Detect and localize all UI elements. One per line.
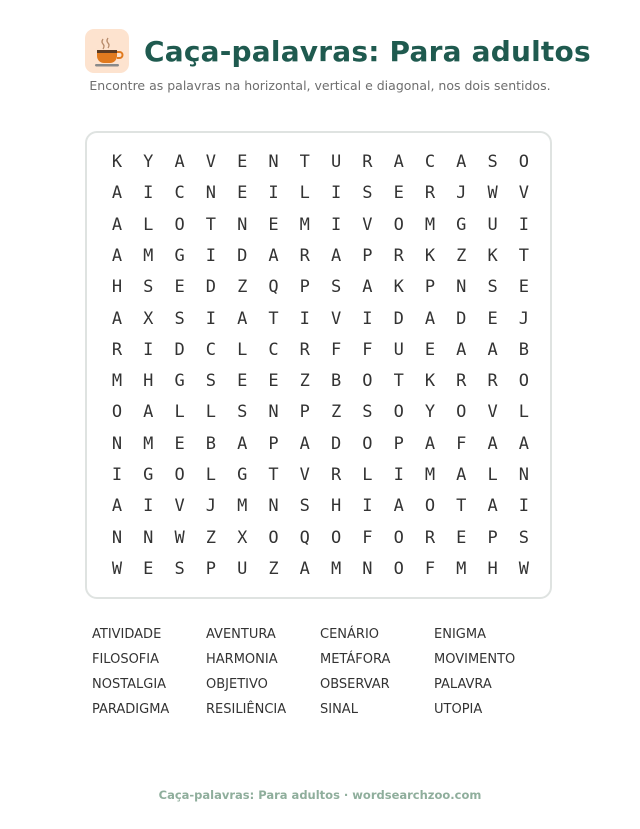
grid-cell: E <box>174 277 185 298</box>
grid-cell: A <box>111 245 123 266</box>
grid-cell: L <box>518 402 530 423</box>
grid-cell: O <box>456 402 467 423</box>
grid-cell: E <box>268 214 279 235</box>
grid-cell: I <box>518 214 530 235</box>
word-list-item: PALAVRA <box>434 677 492 692</box>
letter-grid <box>85 131 552 599</box>
grid-cell: R <box>456 371 467 392</box>
grid-cell: I <box>143 183 154 204</box>
grid-cell: A <box>268 245 279 266</box>
grid-cell: T <box>268 465 279 485</box>
grid-cell: A <box>174 152 185 172</box>
word-list-item: FILOSOFIA <box>92 652 160 667</box>
grid-cell: N <box>518 465 530 485</box>
grid-cell: M <box>456 558 467 579</box>
grid-cell: L <box>205 402 217 423</box>
grid-cell: R <box>487 371 498 392</box>
grid-cell: S <box>487 152 498 172</box>
grid-cell: Z <box>456 245 467 266</box>
grid-cell: O <box>393 527 404 548</box>
grid-cell: F <box>362 527 373 548</box>
grid-cell: D <box>456 308 467 329</box>
grid-cell: R <box>362 152 373 172</box>
grid-cell: O <box>393 558 404 579</box>
grid-cell: Z <box>205 527 217 548</box>
grid-cell: P <box>205 558 217 579</box>
grid-cell: O <box>518 152 530 172</box>
grid-cell: W <box>487 183 498 204</box>
word-list-item: METÁFORA <box>320 652 391 667</box>
page-header <box>0 29 640 75</box>
grid-cell: U <box>237 558 248 579</box>
grid-cell: S <box>362 402 373 423</box>
grid-cell: L <box>299 183 310 204</box>
grid-cell: S <box>237 402 248 423</box>
grid-cell: D <box>174 339 185 360</box>
grid-cell: P <box>362 245 373 266</box>
grid-cell: A <box>111 183 123 204</box>
grid-cell: N <box>362 558 373 579</box>
grid-cell: R <box>330 465 342 485</box>
grid-cell: E <box>174 433 185 454</box>
grid-cell: A <box>424 433 436 454</box>
grid-cell: V <box>205 152 217 172</box>
grid-cell: A <box>456 339 467 360</box>
grid-cell: E <box>143 558 154 579</box>
grid-cell: G <box>174 371 185 392</box>
grid-cell: N <box>268 402 279 423</box>
grid-cell: V <box>174 496 185 517</box>
grid-cell: G <box>456 214 467 235</box>
word-list-item: MOVIMENTO <box>434 652 516 667</box>
grid-cell: E <box>237 183 248 204</box>
grid-cell: A <box>518 433 530 454</box>
grid-cell: A <box>393 496 404 517</box>
grid-cell: T <box>299 152 310 172</box>
grid-cell: A <box>487 496 498 517</box>
grid-cell: I <box>205 245 217 266</box>
grid-cell: B <box>330 371 342 392</box>
grid-cell: R <box>424 527 436 548</box>
grid-cell: V <box>299 465 310 485</box>
grid-cell: J <box>205 496 217 517</box>
grid-cell: I <box>518 496 530 517</box>
grid-cell: D <box>237 245 248 266</box>
grid-cell: S <box>362 183 373 204</box>
grid-cell: I <box>362 496 373 517</box>
page-subtitle: Encontre as palavras na horizontal, vertical e diagonal, nos dois sentidos. <box>89 78 551 93</box>
grid-cell: I <box>143 496 154 517</box>
grid-cell: P <box>299 402 310 423</box>
grid-cell: K <box>393 277 404 298</box>
grid-cell: M <box>143 433 154 454</box>
grid-cell: N <box>111 433 123 454</box>
grid-cell: K <box>424 371 436 392</box>
grid-cell: R <box>424 183 436 204</box>
grid-cell: L <box>487 465 498 485</box>
grid-cell: A <box>237 308 248 329</box>
grid-cell: A <box>362 277 373 298</box>
grid-cell: S <box>174 558 185 579</box>
grid-cell: M <box>299 214 310 235</box>
grid-cell: V <box>487 402 498 423</box>
grid-cell: D <box>205 277 217 298</box>
grid-cell: I <box>330 214 342 235</box>
grid-cell: I <box>111 465 123 485</box>
grid-cell: S <box>143 277 154 298</box>
grid-cell: G <box>237 465 248 485</box>
grid-cell: D <box>393 308 404 329</box>
grid-cell: V <box>518 183 530 204</box>
page-title: Caça-palavras: Para adultos <box>144 35 591 68</box>
grid-cell: O <box>268 527 279 548</box>
grid-cell: R <box>393 245 404 266</box>
word-list-item: HARMONIA <box>206 652 278 667</box>
grid-cell: X <box>143 308 154 329</box>
grid-cell: E <box>237 371 248 392</box>
grid-cell: P <box>393 433 404 454</box>
grid-cell: O <box>362 371 373 392</box>
grid-cell: Z <box>299 371 310 392</box>
grid-cell: K <box>111 152 123 172</box>
grid-cell: D <box>330 433 342 454</box>
word-list-item: NOSTALGIA <box>92 677 167 692</box>
grid-cell: E <box>456 527 467 548</box>
grid-cell: S <box>330 277 342 298</box>
grid-cell: E <box>424 339 436 360</box>
grid-cell: Z <box>237 277 248 298</box>
grid-cell: O <box>518 371 530 392</box>
grid-cell: B <box>518 339 530 360</box>
word-list-item: OBJETIVO <box>206 677 268 692</box>
grid-cell: A <box>299 558 310 579</box>
grid-cell: O <box>111 402 123 423</box>
page-footer: Caça-palavras: Para adultos · wordsearchzoo.com <box>158 788 482 802</box>
grid-cell: M <box>424 214 436 235</box>
grid-cell: F <box>362 339 373 360</box>
grid-cell: S <box>518 527 530 548</box>
grid-cell: F <box>424 558 436 579</box>
grid-cell: T <box>205 214 217 235</box>
grid-cell: O <box>330 527 342 548</box>
word-list-item: ATIVIDADE <box>92 627 162 642</box>
grid-cell: P <box>299 277 310 298</box>
grid-cell: G <box>174 245 185 266</box>
grid-cell: A <box>456 465 467 485</box>
grid-cell: E <box>518 277 530 298</box>
grid-cell: T <box>268 308 279 329</box>
grid-cell: E <box>487 308 498 329</box>
grid-cell: W <box>111 558 123 579</box>
word-list-item: SINAL <box>320 702 358 717</box>
grid-cell: P <box>268 433 279 454</box>
grid-cell: J <box>518 308 530 329</box>
grid-cell: M <box>143 245 154 266</box>
grid-cell: O <box>393 402 404 423</box>
grid-cell: R <box>299 245 310 266</box>
word-list-item: RESILIÊNCIA <box>206 702 287 717</box>
grid-cell: C <box>174 183 185 204</box>
word-list-item: PARADIGMA <box>92 702 170 717</box>
grid-cell: U <box>393 339 404 360</box>
grid-cell: C <box>205 339 217 360</box>
grid-cell: L <box>174 402 185 423</box>
grid-cell: U <box>330 152 342 172</box>
grid-cell: Y <box>424 402 436 423</box>
grid-cell: I <box>143 339 154 360</box>
grid-cell: I <box>268 183 279 204</box>
grid-cell: N <box>268 152 279 172</box>
grid-cell: C <box>424 152 436 172</box>
grid-cell: A <box>237 433 248 454</box>
grid-cell: B <box>205 433 217 454</box>
grid-cell: Z <box>268 558 279 579</box>
grid-cell: H <box>143 371 154 392</box>
grid-cell: O <box>174 465 185 485</box>
grid-cell: N <box>237 214 248 235</box>
grid-cell: M <box>237 496 248 517</box>
grid-cell: N <box>205 183 217 204</box>
grid-cell: L <box>143 214 154 235</box>
grid-cell: A <box>299 433 310 454</box>
grid-cell: M <box>424 465 436 485</box>
grid-cell: N <box>456 277 467 298</box>
grid-cell: E <box>393 183 404 204</box>
grid-cell: A <box>456 152 467 172</box>
coffee-cup-icon <box>85 29 129 73</box>
grid-cell: E <box>237 152 248 172</box>
grid-cell: Y <box>143 152 154 172</box>
grid-cell: M <box>330 558 342 579</box>
grid-cell: A <box>424 308 436 329</box>
grid-cell: K <box>487 245 498 266</box>
grid-cell: S <box>174 308 185 329</box>
grid-cell: Z <box>330 402 342 423</box>
grid-cell: L <box>362 465 373 485</box>
grid-cell: V <box>330 308 342 329</box>
grid-cell: H <box>487 558 498 579</box>
word-list-item: AVENTURA <box>206 627 276 642</box>
grid-cell: N <box>111 527 123 548</box>
grid-cell: S <box>205 371 217 392</box>
word-list-item: ENIGMA <box>434 627 486 642</box>
grid-cell: S <box>299 496 310 517</box>
grid-cell: A <box>143 402 154 423</box>
grid-cell: L <box>205 465 217 485</box>
grid-cell: A <box>111 496 123 517</box>
grid-cell: I <box>393 465 404 485</box>
grid-cell: O <box>174 214 185 235</box>
grid-cell: S <box>487 277 498 298</box>
grid-cell: I <box>299 308 310 329</box>
grid-cell: H <box>111 277 123 298</box>
grid-cell: K <box>424 245 436 266</box>
grid-cell: O <box>362 433 373 454</box>
word-list-item: CENÁRIO <box>320 627 380 642</box>
grid-cell: A <box>111 214 123 235</box>
grid-cell: H <box>330 496 342 517</box>
grid-cell: O <box>393 214 404 235</box>
grid-cell: T <box>518 245 530 266</box>
grid-cell: F <box>456 433 467 454</box>
grid-cell: F <box>330 339 342 360</box>
grid-cell: C <box>268 339 279 360</box>
grid-cell: G <box>143 465 154 485</box>
grid-cell: A <box>487 339 498 360</box>
grid-cell: Q <box>268 277 279 298</box>
grid-cell: E <box>268 371 279 392</box>
grid-cell: P <box>487 527 498 548</box>
word-list-item: OBSERVAR <box>320 677 390 692</box>
grid-cell: A <box>393 152 404 172</box>
grid-cell: R <box>111 339 123 360</box>
grid-cell: M <box>111 371 123 392</box>
grid-cell: W <box>174 527 185 548</box>
grid-cell: I <box>205 308 217 329</box>
grid-cell: L <box>237 339 248 360</box>
word-list-item: UTOPIA <box>434 702 483 717</box>
grid-cell: A <box>330 245 342 266</box>
grid-cell: T <box>456 496 467 517</box>
grid-cell: R <box>299 339 310 360</box>
grid-cell: A <box>111 308 123 329</box>
grid-cell: A <box>487 433 498 454</box>
grid-cell: W <box>518 558 530 579</box>
grid-cell: X <box>237 527 248 548</box>
grid-cell: J <box>456 183 467 204</box>
grid-cell: N <box>268 496 279 517</box>
grid-cell: I <box>362 308 373 329</box>
grid-cell: U <box>487 214 498 235</box>
grid-cell: Q <box>299 527 310 548</box>
grid-cell: N <box>143 527 154 548</box>
grid-cell: V <box>362 214 373 235</box>
grid-cell: I <box>330 183 342 204</box>
grid-cell: T <box>393 371 404 392</box>
grid-cell: P <box>424 277 436 298</box>
grid-cell: O <box>424 496 436 517</box>
